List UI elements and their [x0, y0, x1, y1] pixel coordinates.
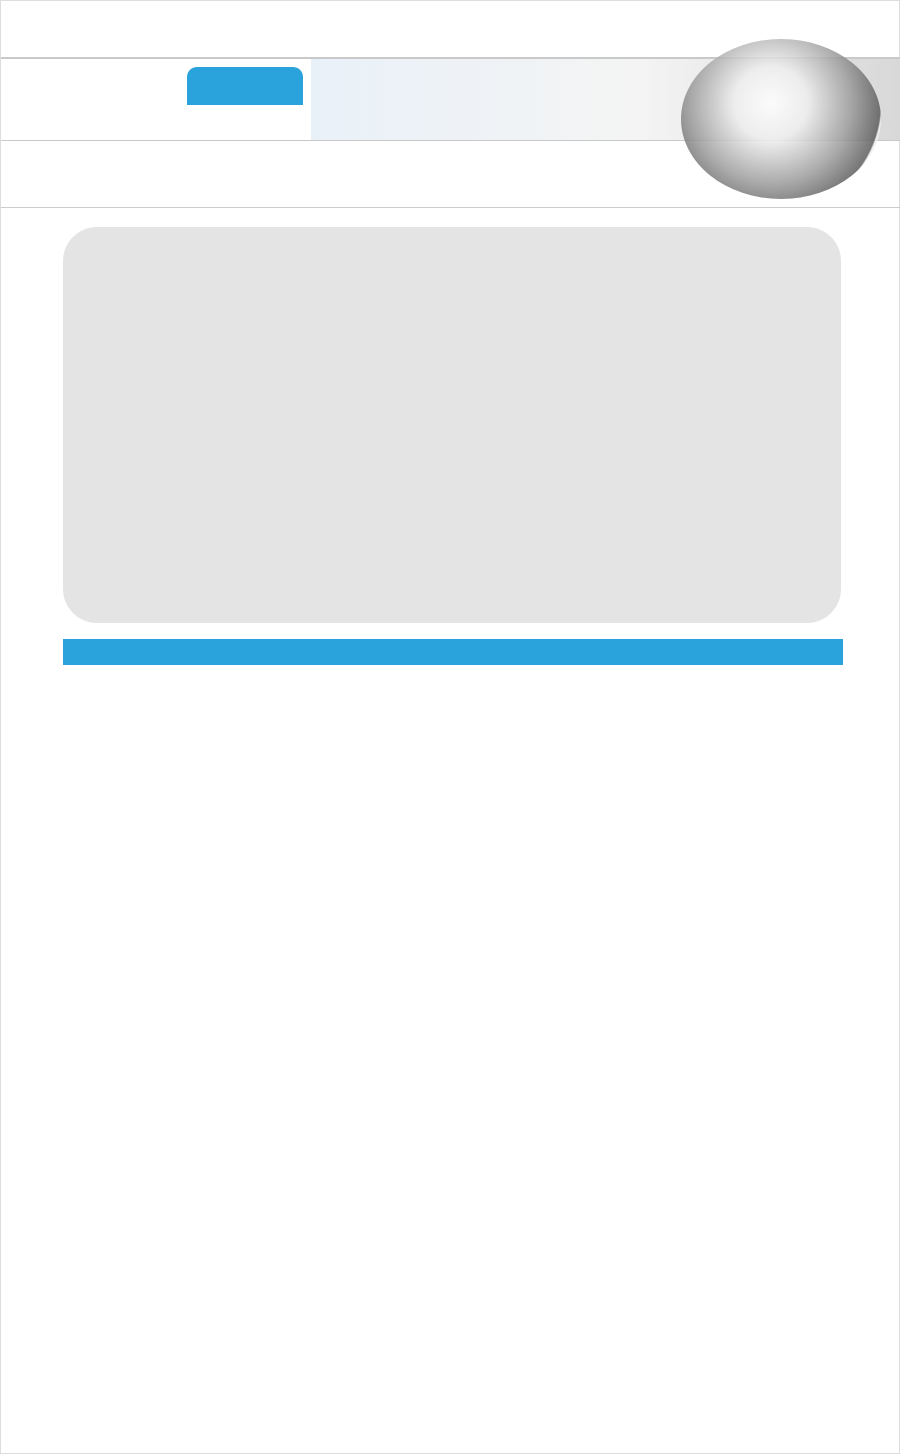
program-box: [63, 227, 841, 623]
header-accent-bar: [187, 67, 303, 105]
header-banner: [1, 57, 900, 141]
globe-image: [681, 39, 881, 199]
table-title: [63, 639, 843, 665]
divider: [1, 207, 900, 208]
